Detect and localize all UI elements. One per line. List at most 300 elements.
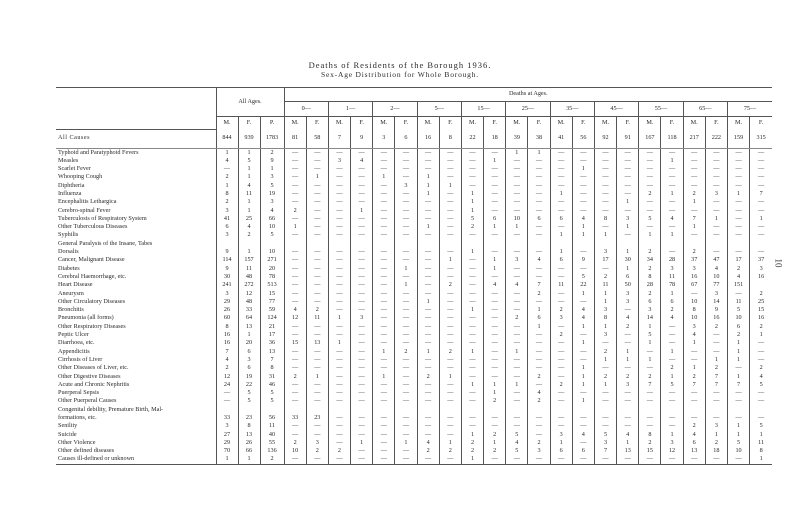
table-cell: —: [484, 231, 506, 239]
table-cell: [572, 406, 594, 414]
table-cell: 11: [238, 190, 260, 198]
table-cell: 1: [417, 190, 439, 198]
table-cell: 5: [572, 273, 594, 281]
table-cell: —: [216, 397, 238, 405]
table-cell: 1: [328, 339, 350, 347]
table-cell: —: [306, 190, 328, 198]
table-cell: —: [373, 298, 395, 306]
table-cell: —: [750, 397, 772, 405]
deaths-table: [56, 87, 772, 465]
table-cell: —: [439, 223, 461, 231]
table-cell: —: [528, 157, 550, 165]
table-row: [56, 406, 772, 414]
table-cell: 1: [506, 348, 528, 356]
table-cell: —: [550, 422, 572, 430]
table-cell: 1: [417, 173, 439, 181]
table-cell: 1: [238, 331, 260, 339]
sex-header: F.: [661, 117, 683, 130]
table-cell: —: [639, 173, 661, 181]
cause-label: Other Diseases of Liver, etc.: [58, 364, 129, 372]
table-cell: 2: [306, 306, 328, 314]
table-cell: —: [306, 389, 328, 397]
table-cell: 1: [373, 348, 395, 356]
table-cell: —: [328, 455, 350, 464]
table-cell: —: [395, 207, 417, 215]
table-cell: —: [461, 256, 483, 264]
table-row: [56, 381, 772, 389]
table-cell: 5: [260, 182, 284, 190]
table-cell: —: [439, 331, 461, 339]
table-cell: 11: [306, 314, 328, 322]
table-cell: 5: [238, 397, 260, 405]
table-cell: —: [417, 314, 439, 322]
table-cell: 1: [395, 281, 417, 289]
table-cell: 19: [260, 190, 284, 198]
table-cell: 2: [284, 373, 306, 381]
table-cell: 1: [238, 455, 260, 464]
table-cell: 1: [550, 439, 572, 447]
table-cell: —: [461, 356, 483, 364]
table-cell: 9: [572, 256, 594, 264]
table-cell: 2: [306, 447, 328, 455]
table-cell: —: [705, 389, 727, 397]
table-cell: —: [572, 455, 594, 464]
cause-label: Puerperal Sepsis: [58, 389, 100, 397]
table-cell: [238, 240, 260, 248]
table-cell: —: [351, 290, 373, 298]
table-cell: 38: [528, 129, 550, 148]
table-cell: —: [395, 381, 417, 389]
table-cell: [395, 406, 417, 414]
table-cell: —: [351, 198, 373, 206]
table-cell: —: [439, 306, 461, 314]
table-cell: 13: [306, 339, 328, 347]
table-cell: —: [439, 414, 461, 422]
table-cell: —: [661, 207, 683, 215]
table-cell: 1: [594, 290, 616, 298]
table-cell: —: [373, 157, 395, 165]
table-cell: —: [683, 348, 705, 356]
table-cell: 5: [750, 422, 772, 430]
table-cell: 1: [484, 389, 506, 397]
table-cell: —: [594, 455, 616, 464]
table-row: [56, 256, 772, 264]
table-cell: 8: [594, 314, 616, 322]
table-cell: —: [750, 339, 772, 347]
table-cell: —: [351, 381, 373, 389]
table-cell: —: [306, 231, 328, 239]
table-cell: 5: [506, 447, 528, 455]
table-cell: —: [572, 422, 594, 430]
table-cell: 1: [661, 373, 683, 381]
table-cell: —: [484, 455, 506, 464]
table-cell: —: [395, 256, 417, 264]
table-cell: 1: [238, 173, 260, 181]
cause-label: Causes ill-defined or unknown: [56, 455, 216, 464]
page-number: 10: [773, 258, 784, 268]
table-cell: 7: [683, 215, 705, 223]
table-cell: 151: [727, 281, 749, 289]
table-cell: —: [572, 207, 594, 215]
table-cell: 4: [617, 314, 639, 322]
table-cell: —: [617, 306, 639, 314]
table-cell: —: [395, 248, 417, 256]
cause-label: Cirrhosis of Liver: [58, 355, 103, 363]
table-cell: 11: [594, 281, 616, 289]
table-cell: —: [417, 306, 439, 314]
table-cell: 2: [284, 207, 306, 215]
table-cell: —: [284, 173, 306, 181]
table-cell: —: [594, 265, 616, 273]
table-cell: 1: [461, 190, 483, 198]
table-cell: —: [373, 447, 395, 455]
table-cell: —: [506, 339, 528, 347]
table-cell: 6: [550, 256, 572, 264]
page-subtitle: Sex-Age Distribution for Whole Borough.: [321, 70, 479, 79]
table-cell: 46: [260, 381, 284, 389]
table-cell: 1: [617, 198, 639, 206]
table-cell: —: [351, 148, 373, 157]
table-cell: —: [639, 348, 661, 356]
table-cell: —: [528, 339, 550, 347]
table-cell: 3: [705, 422, 727, 430]
table-cell: —: [506, 455, 528, 464]
table-cell: —: [373, 364, 395, 372]
table-cell: 1: [506, 381, 528, 389]
table-cell: 5: [461, 215, 483, 223]
table-cell: 1: [238, 198, 260, 206]
table-cell: 5: [594, 431, 616, 439]
table-cell: 10: [727, 447, 749, 455]
table-cell: 64: [238, 314, 260, 322]
table-row: [56, 373, 772, 381]
table-cell: —: [439, 190, 461, 198]
table-cell: —: [550, 373, 572, 381]
table-cell: —: [351, 182, 373, 190]
table-cell: —: [484, 248, 506, 256]
table-cell: —: [750, 165, 772, 173]
table-cell: —: [306, 165, 328, 173]
table-cell: —: [617, 389, 639, 397]
table-cell: 1: [617, 223, 639, 231]
table-cell: —: [617, 422, 639, 430]
table-row: [56, 348, 772, 356]
table-cell: —: [351, 397, 373, 405]
table-cell: —: [373, 356, 395, 364]
table-cell: 1: [528, 323, 550, 331]
table-cell: —: [439, 207, 461, 215]
table-cell: 5: [238, 389, 260, 397]
table-cell: —: [594, 207, 616, 215]
table-cell: —: [683, 290, 705, 298]
table-cell: 1: [572, 381, 594, 389]
table-cell: [617, 240, 639, 248]
table-cell: —: [594, 198, 616, 206]
table-cell: 12: [216, 373, 238, 381]
table-cell: —: [351, 273, 373, 281]
table-row: [56, 364, 772, 372]
table-cell: 2: [439, 348, 461, 356]
table-cell: 20: [238, 339, 260, 347]
table-cell: —: [528, 207, 550, 215]
table-cell: 9: [351, 129, 373, 148]
table-cell: —: [351, 173, 373, 181]
table-cell: 50: [617, 281, 639, 289]
table-cell: —: [594, 190, 616, 198]
cause-label: Influenza: [58, 189, 82, 197]
table-cell: 3: [594, 248, 616, 256]
table-cell: —: [506, 373, 528, 381]
table-cell: —: [284, 157, 306, 165]
table-cell: [238, 406, 260, 414]
table-cell: —: [351, 339, 373, 347]
table-cell: —: [351, 331, 373, 339]
table-cell: 7: [639, 381, 661, 389]
table-row: [56, 431, 772, 439]
table-cell: —: [639, 422, 661, 430]
cause-label: formations, etc.: [58, 414, 97, 421]
table-cell: 4: [417, 439, 439, 447]
table-cell: 78: [260, 273, 284, 281]
table-cell: 66: [238, 447, 260, 455]
table-cell: —: [617, 339, 639, 347]
page-title: Deaths of Residents of the Borough 1936.: [308, 60, 492, 70]
table-cell: 1: [550, 248, 572, 256]
table-cell: —: [528, 298, 550, 306]
sex-header: M.: [506, 117, 528, 130]
table-cell: —: [439, 364, 461, 372]
table-cell: —: [373, 439, 395, 447]
table-cell: —: [617, 331, 639, 339]
table-cell: —: [506, 306, 528, 314]
table-row: [56, 182, 772, 190]
table-cell: —: [373, 248, 395, 256]
table-cell: 1: [617, 356, 639, 364]
table-cell: —: [683, 182, 705, 190]
table-cell: —: [284, 182, 306, 190]
table-row: [56, 339, 772, 347]
table-cell: [639, 406, 661, 414]
table-cell: —: [727, 248, 749, 256]
table-cell: 2: [550, 381, 572, 389]
table-cell: —: [506, 157, 528, 165]
table-cell: —: [528, 331, 550, 339]
table-cell: —: [373, 148, 395, 157]
table-cell: —: [572, 248, 594, 256]
table-cell: —: [750, 223, 772, 231]
header-row-groups: [56, 88, 772, 102]
table-cell: —: [750, 173, 772, 181]
table-cell: 21: [260, 323, 284, 331]
table-cell: —: [373, 323, 395, 331]
table-cell: 4: [528, 256, 550, 264]
table-cell: —: [705, 173, 727, 181]
table-cell: —: [705, 157, 727, 165]
table-cell: 5: [260, 231, 284, 239]
cause-label: Cerebro-spinal Fever: [58, 206, 111, 214]
table-cell: —: [328, 290, 350, 298]
table-cell: 1: [683, 339, 705, 347]
table-cell: 1: [572, 223, 594, 231]
table-cell: 1: [639, 323, 661, 331]
table-cell: —: [506, 165, 528, 173]
table-cell: [461, 240, 483, 248]
table-cell: 1: [683, 223, 705, 231]
table-cell: 3: [328, 157, 350, 165]
table-cell: —: [373, 207, 395, 215]
table-cell: —: [395, 165, 417, 173]
table-cell: —: [484, 290, 506, 298]
table-cell: —: [550, 323, 572, 331]
table-cell: —: [661, 223, 683, 231]
table-cell: —: [373, 339, 395, 347]
table-cell: 4: [506, 439, 528, 447]
table-cell: —: [727, 223, 749, 231]
table-cell: 10: [705, 273, 727, 281]
table-cell: 2: [639, 265, 661, 273]
table-cell: 844: [216, 129, 238, 148]
table-cell: 6: [528, 215, 550, 223]
table-cell: —: [639, 182, 661, 190]
table-cell: —: [572, 265, 594, 273]
table-cell: 25: [238, 215, 260, 223]
table-cell: 26: [238, 439, 260, 447]
table-cell: —: [639, 414, 661, 422]
table-cell: —: [683, 165, 705, 173]
table-cell: —: [417, 281, 439, 289]
table-cell: —: [572, 148, 594, 157]
table-cell: —: [550, 157, 572, 165]
table-cell: —: [439, 431, 461, 439]
table-cell: —: [306, 364, 328, 372]
table-cell: —: [439, 165, 461, 173]
table-cell: [373, 406, 395, 414]
table-cell: 1: [461, 198, 483, 206]
table-cell: —: [484, 348, 506, 356]
table-cell: 19: [238, 373, 260, 381]
table-cell: —: [572, 439, 594, 447]
table-cell: —: [594, 157, 616, 165]
table-cell: —: [373, 256, 395, 264]
table-cell: —: [417, 256, 439, 264]
table-cell: 1: [528, 148, 550, 157]
table-cell: —: [461, 173, 483, 181]
table-cell: 513: [260, 281, 284, 289]
sex-header: M.: [284, 117, 306, 130]
table-cell: 1: [484, 439, 506, 447]
table-cell: —: [417, 273, 439, 281]
table-cell: 2: [683, 190, 705, 198]
table-cell: —: [395, 290, 417, 298]
table-cell: —: [484, 198, 506, 206]
table-cell: —: [750, 248, 772, 256]
table-cell: —: [639, 148, 661, 157]
table-cell: —: [373, 182, 395, 190]
table-cell: —: [617, 397, 639, 405]
table-cell: 1: [461, 381, 483, 389]
table-cell: 1: [683, 198, 705, 206]
table-cell: —: [417, 455, 439, 464]
table-cell: 4: [661, 215, 683, 223]
table-cell: —: [484, 422, 506, 430]
table-cell: —: [705, 148, 727, 157]
table-cell: —: [750, 198, 772, 206]
table-cell: —: [417, 364, 439, 372]
table-cell: —: [395, 339, 417, 347]
table-cell: —: [528, 431, 550, 439]
table-cell: —: [351, 265, 373, 273]
table-cell: 1: [461, 348, 483, 356]
table-cell: 13: [238, 323, 260, 331]
table-cell: 9: [705, 306, 727, 314]
table-cell: —: [395, 455, 417, 464]
table-cell: 8: [683, 306, 705, 314]
cause-header: [56, 88, 216, 130]
table-cell: —: [572, 190, 594, 198]
table-row: [56, 447, 772, 455]
table-cell: 2: [528, 397, 550, 405]
table-cell: —: [683, 173, 705, 181]
table-cell: —: [617, 207, 639, 215]
table-cell: —: [572, 298, 594, 306]
table-cell: —: [439, 397, 461, 405]
table-cell: —: [351, 364, 373, 372]
table-cell: —: [351, 431, 373, 439]
table-cell: 8: [750, 447, 772, 455]
table-cell: —: [351, 223, 373, 231]
table-cell: —: [439, 314, 461, 322]
table-cell: 1: [661, 157, 683, 165]
table-cell: —: [661, 339, 683, 347]
table-cell: 36: [260, 339, 284, 347]
table-cell: —: [461, 331, 483, 339]
sex-header: M.: [216, 117, 238, 130]
table-cell: —: [417, 157, 439, 165]
table-cell: 2: [284, 439, 306, 447]
table-cell: [395, 240, 417, 248]
table-cell: —: [727, 157, 749, 165]
table-cell: 6: [550, 215, 572, 223]
table-cell: 28: [661, 256, 683, 264]
table-cell: —: [351, 348, 373, 356]
table-cell: —: [417, 414, 439, 422]
table-cell: 1: [439, 256, 461, 264]
table-cell: —: [395, 431, 417, 439]
table-cell: —: [683, 389, 705, 397]
table-cell: 17: [260, 331, 284, 339]
cause-label: Diabetes: [58, 264, 80, 272]
table-cell: 29: [216, 298, 238, 306]
table-cell: 3: [661, 265, 683, 273]
table-cell: —: [550, 290, 572, 298]
table-cell: 2: [484, 397, 506, 405]
table-cell: 10: [260, 223, 284, 231]
table-cell: —: [484, 190, 506, 198]
table-cell: [750, 240, 772, 248]
table-cell: —: [306, 157, 328, 165]
table-cell: 2: [461, 223, 483, 231]
table-cell: —: [750, 348, 772, 356]
table-cell: —: [639, 223, 661, 231]
table-cell: [417, 240, 439, 248]
table-cell: 4: [572, 215, 594, 223]
table-cell: —: [750, 389, 772, 397]
table-cell: [328, 406, 350, 414]
sex-header: M.: [639, 117, 661, 130]
table-cell: —: [594, 422, 616, 430]
table-cell: —: [284, 356, 306, 364]
table-cell: —: [417, 248, 439, 256]
